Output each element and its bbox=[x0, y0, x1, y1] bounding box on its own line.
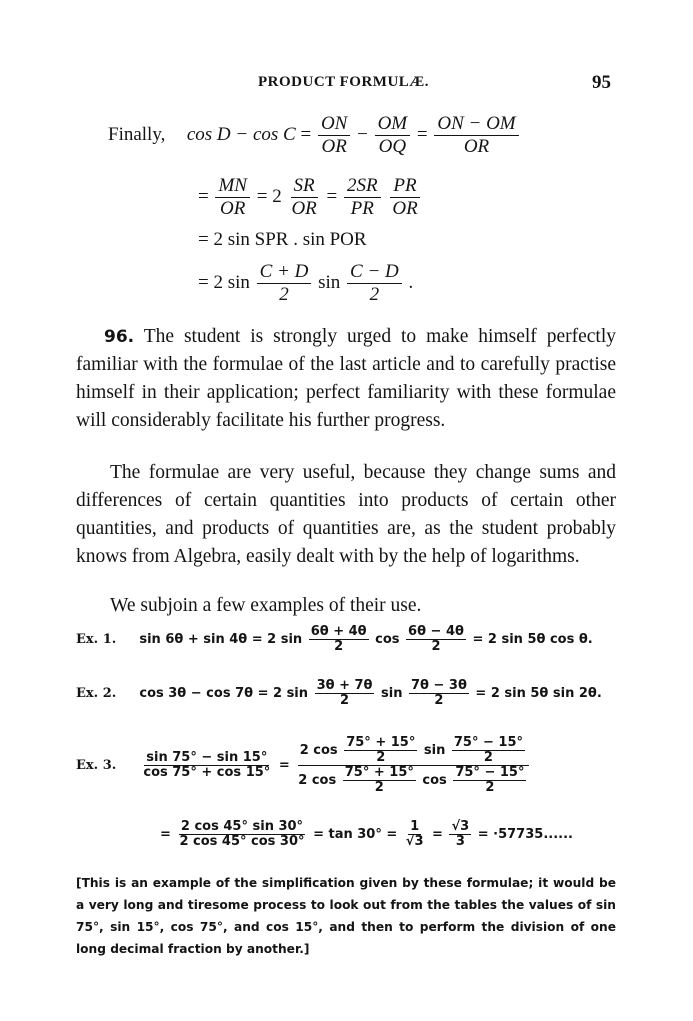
section-number: 96. bbox=[104, 327, 135, 347]
fraction: $\frac{OM}{OQ}$ bbox=[375, 114, 411, 158]
example-label: Ex. 2. bbox=[76, 685, 117, 701]
fraction: $\frac{75^\circ + 15^\circ}{2}$ bbox=[346, 735, 416, 765]
fraction: $\frac{PR}{OR}$ bbox=[392, 175, 418, 219]
fraction: $\frac{3\theta + 7\theta}{2}$ bbox=[316, 678, 373, 708]
example-1: Ex. 1. sin 6θ + sin 4θ = 2 sin $\frac{6\theta + 4\theta}{2}$ cos $\frac{6\theta - 4\theta}{2}$ = 2 sin 5θ cos θ. bbox=[76, 624, 593, 654]
fraction: $\frac{MN}{OR}$ bbox=[215, 176, 250, 220]
fraction: $\frac{ON - OM}{OR}$ bbox=[434, 114, 518, 158]
fraction: $\frac{6\theta + 4\theta}{2}$ bbox=[310, 624, 367, 654]
fraction: $\frac{75^\circ - 15^\circ}{2}$ bbox=[453, 735, 523, 765]
fraction: $\frac{C + D}{2}$ bbox=[257, 262, 312, 306]
derivation-lhs: cos D − cos C bbox=[186, 124, 296, 146]
fraction: $\frac{7\theta - 3\theta}{2}$ bbox=[410, 678, 467, 708]
fraction: $\frac{\sin 75^\circ - \sin 15^\circ}{\cos 75^\circ + \cos 15^\circ}$ bbox=[143, 749, 271, 780]
derivation-line-4: = 2 sin $\frac{C + D}{2}$ sin $\frac{C - D}{2}$ . bbox=[198, 261, 414, 305]
section-96-paragraph-3: We subjoin a few examples of their use. bbox=[110, 595, 422, 616]
example-3: Ex. 3. $\frac{\sin 75^\circ - \sin 15^\circ}{\cos 75^\circ + \cos 15^\circ}$ = 2 cos $\frac{75^\circ + 15^\circ}{2}$ sin $\frac{75^\circ - 15^\circ}{2}$ 2 cos $\frac{75^\circ + 15^\circ}{2}$ cos $\frac{75^\circ - 15^\circ}{2}$ bbox=[76, 736, 532, 795]
fraction: $\frac{2 \cos 45^\circ \sin 30^\circ}{2 \cos 45^\circ \cos 30^\circ}$ bbox=[179, 819, 305, 849]
derivation-line-2: = $\frac{MN}{OR}$ = 2 $\frac{SR}{OR}$ = $\frac{2SR}{PR}$ $\frac{PR}{OR}$ bbox=[198, 176, 423, 220]
footnote-remark: [This is an example of the simplification given by these formulae; it would be a very long and tiresome process to look out from the tables the values of sin 75°, sin 15°, cos 75°, and cos 15°, and then to perform the division of one long decimal fraction by another.] bbox=[76, 876, 616, 956]
fraction: $\frac{ON}{OR}$ bbox=[318, 114, 350, 158]
example-label: Ex. 1. bbox=[76, 631, 117, 647]
example-label: Ex. 3. bbox=[76, 757, 117, 773]
example-3-line-2: = $\frac{2 \cos 45^\circ \sin 30^\circ}{2 \cos 45^\circ \cos 30^\circ}$ = tan 30° = $\frac{1}{√3}$ = $\frac{√3}{3}$ = ·57735...... bbox=[160, 819, 573, 849]
fraction: $\frac{C - D}{2}$ bbox=[347, 262, 402, 306]
derivation-lead: Finally, bbox=[108, 124, 166, 146]
section-96-paragraph-1: 96. The student is strongly urged to make himself perfectly familiar with the formulae of the last article and to carefully practise himself in their application; perfect familiarity with these formulae will considerably facilitate his further progress. bbox=[76, 326, 616, 431]
example-2: Ex. 2. cos 3θ − cos 7θ = 2 sin $\frac{3\theta + 7\theta}{2}$ sin $\frac{7\theta - 3\theta}{2}$ = 2 sin 5θ sin 2θ. bbox=[76, 678, 602, 708]
fraction: $\frac{1}{√3}$ bbox=[405, 819, 424, 849]
derivation-line-1: Finally, cos D − cos C = $\frac{ON}{OR}$ − $\frac{OM}{OQ}$ = $\frac{ON - OM}{OR}$ bbox=[108, 114, 521, 158]
page-number: 95 bbox=[592, 72, 611, 93]
running-title: PRODUCT FORMULÆ. bbox=[258, 74, 430, 90]
fraction: $\frac{75^\circ + 15^\circ}{2}$ bbox=[344, 764, 414, 795]
fraction: $\frac{6\theta - 4\theta}{2}$ bbox=[408, 624, 464, 654]
fraction: $\frac{√3}{3}$ bbox=[451, 819, 470, 849]
fraction: $\frac{2SR}{PR}$ bbox=[344, 176, 381, 220]
fraction: $\frac{75^\circ - 15^\circ}{2}$ bbox=[455, 764, 525, 795]
section-96-paragraph-2: The formulae are very useful, because they change sums and differences of certain quantities into products of certain other quantities, and products of quantities are, as the student probably knows from Algebra, easily dealt with by the help of logarithms. bbox=[76, 462, 616, 567]
fraction: $\frac{SR}{OR}$ bbox=[291, 175, 317, 219]
running-header bbox=[0, 72, 693, 100]
compound-fraction: 2 cos $\frac{75^\circ + 15^\circ}{2}$ sin $\frac{75^\circ - 15^\circ}{2}$ 2 cos $\frac{75^\circ + 15^\circ}{2}$ cos $\frac{75^\circ - 15^\circ}{2}$ bbox=[296, 736, 530, 795]
derivation-line-3: = 2 sin SPR . sin POR bbox=[198, 229, 367, 250]
